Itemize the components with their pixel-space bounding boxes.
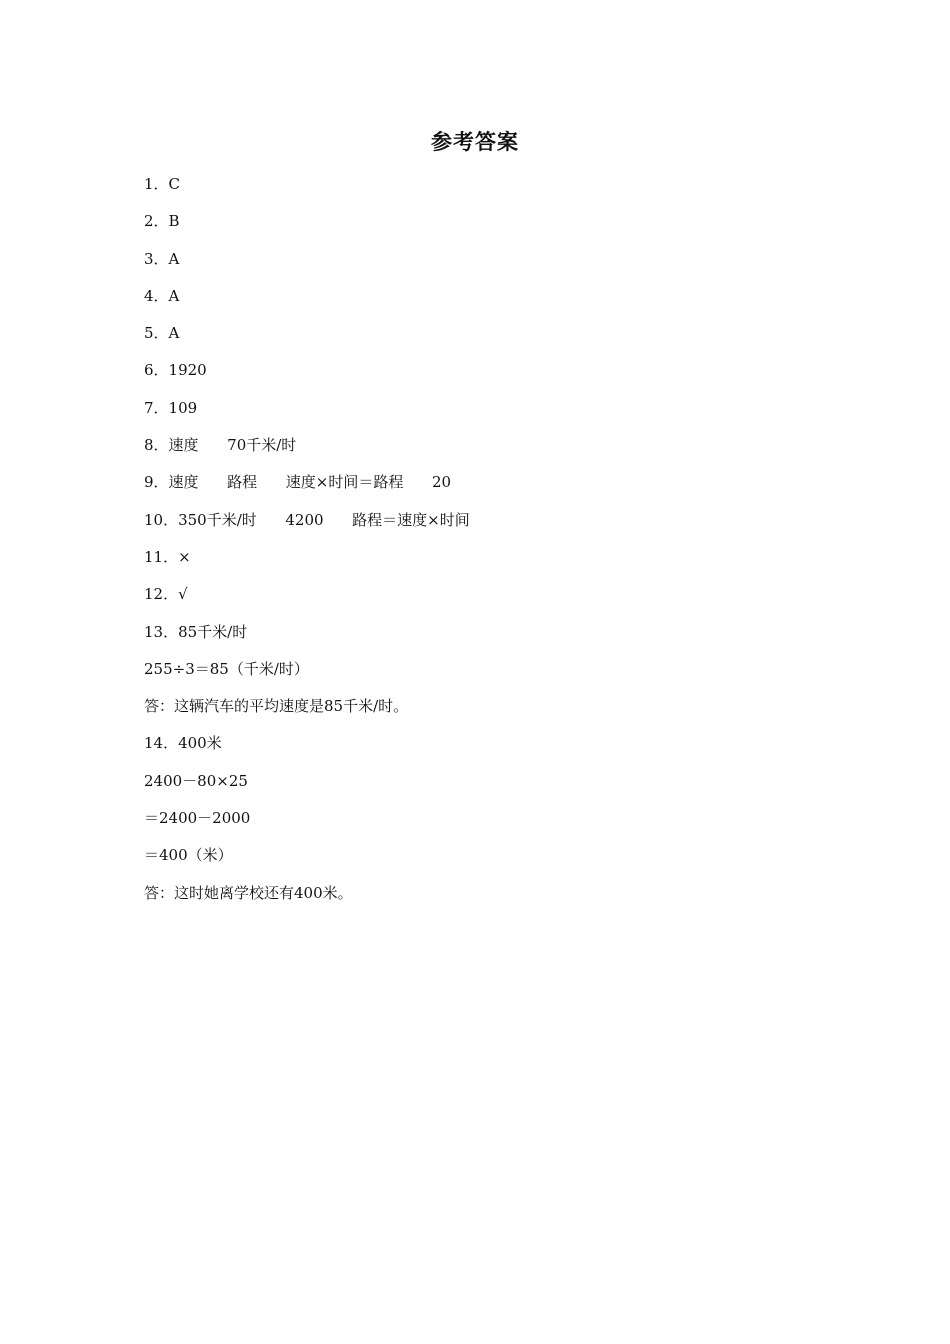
- answer-line-5: 5．A: [144, 324, 180, 343]
- answer-line-6: 6．1920: [144, 361, 207, 380]
- answer-line-14: 14．400米: [144, 734, 222, 753]
- answer-line-10: 10．350千米/时 4200 路程＝速度×时间: [144, 510, 470, 529]
- page-title: 参考答案: [431, 129, 519, 154]
- answer-line-1: 1．C: [144, 175, 181, 193]
- answer-list: [144, 173, 844, 919]
- answer-line-7: 7．109: [144, 398, 198, 417]
- answer-line-12: 12．√: [144, 585, 188, 604]
- answer-line-9: 9．速度 路程 速度×时间＝路程 20: [144, 473, 452, 492]
- answer-line-4: 4．A: [144, 286, 180, 305]
- solution-line-14-step3: ＝400（米）: [144, 846, 233, 865]
- answer-line-3: 3．A: [144, 249, 180, 268]
- answer-line-8: 8．速度 70千米/时: [144, 436, 297, 455]
- answer-line-11: 11．×: [144, 547, 191, 566]
- answer-line-13: 13．85千米/时: [144, 622, 248, 641]
- answer-line-2: 2．B: [144, 212, 180, 231]
- solution-line-13-answer: 答：这辆汽车的平均速度是85千米/时。: [144, 697, 409, 716]
- solution-line-14-step1: 2400－80×25: [144, 771, 248, 790]
- solution-line-14-step2: ＝2400－2000: [144, 809, 251, 828]
- solution-line-14-answer: 答：这时她离学校还有400米。: [144, 883, 353, 902]
- solution-line-13-calc: 255÷3＝85（千米/时）: [144, 659, 309, 678]
